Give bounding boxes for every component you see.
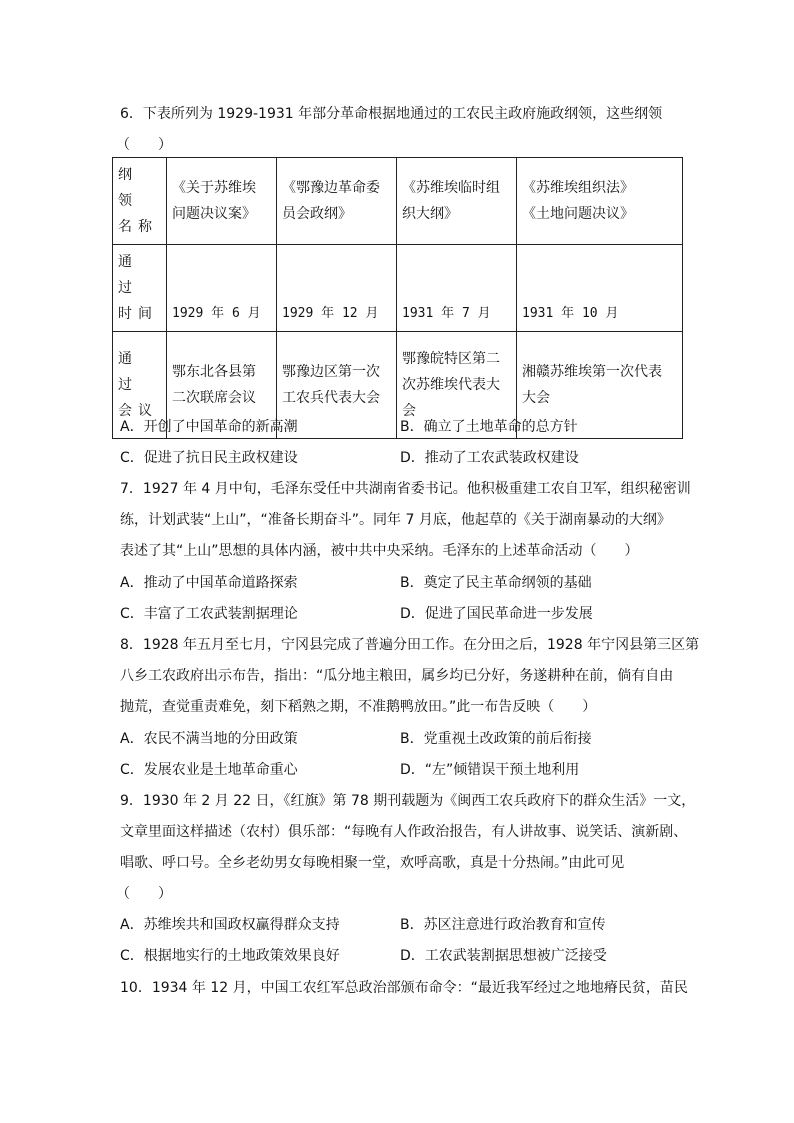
table-cell — [113, 158, 167, 245]
table-row-time — [113, 245, 683, 332]
q6-option-c[interactable]: C．促进了抗日民主政权建设 — [120, 450, 298, 466]
q9-stem-line-3: 唱歌、呼口号。全乡老幼男女每晚相聚一堂，欢呼高歌，真是十分热闹。”由此可见 — [120, 855, 625, 871]
q8-stem-line-3: 抛荒，查觉重责难免，刻下稻熟之期，不准鹅鸭放田。”此一布告反映（ ） — [120, 699, 597, 715]
table-cell — [397, 245, 517, 332]
q9-stem-line-2: 文章里面这样描述（农村）俱乐部：“每晚有人作政治报告，有人讲故事、说笑话、演新剧、 — [120, 824, 688, 840]
q7-stem-line-3: 表述了其“上山”思想的具体内涵，被中共中央采纳。毛泽东的上述革命活动（ ） — [120, 543, 639, 559]
q9-option-b[interactable]: B．苏区注意进行政治教育和宣传 — [400, 917, 606, 933]
table-row-names — [113, 158, 683, 245]
q7-stem-line-1: 7．1927 年 4 月中旬，毛泽东受任中共湖南省委书记。他积极重建工农自卫军，组织秘密训 — [120, 481, 691, 497]
table-cell — [397, 158, 517, 245]
cell-text: 《苏维埃临时组 织大纲》 — [402, 180, 500, 222]
cell-text: 1931 年 7 月 — [402, 306, 491, 321]
q8-option-c[interactable]: C．发展农业是土地革命重心 — [120, 762, 298, 778]
cell-text: 1929 年 6 月 — [172, 306, 261, 321]
cell-text: 纲 领 名称 — [118, 167, 158, 235]
q6-option-a[interactable]: A．开创了中国革命的新高潮 — [120, 419, 298, 435]
table-cell — [517, 158, 683, 245]
q6-answer-paren: （ ） — [116, 137, 172, 153]
cell-text: 通 过 时间 — [118, 254, 158, 322]
q7-stem-line-2: 练，计划武装“上山”，“准备长期奋斗”。同年 7 月底，他起草的《关于湖南暴动的大纲》 — [120, 512, 671, 528]
q9-option-c[interactable]: C．根据地实行的土地政策效果良好 — [120, 948, 340, 964]
q9-answer-paren: （ ） — [116, 886, 172, 902]
q8-option-a[interactable]: A．农民不满当地的分田政策 — [120, 731, 298, 747]
table-cell — [167, 158, 277, 245]
table-cell — [167, 245, 277, 332]
q6-option-d[interactable]: D．推动了工农武装政权建设 — [400, 450, 579, 466]
q8-stem-line-2: 八乡工农政府出示布告，指出：“瓜分地主粮田，属乡均已分好，务遂耕种在前，倘有自由 — [120, 668, 674, 684]
q7-option-a[interactable]: A．推动了中国革命道路探索 — [120, 575, 298, 591]
q8-option-d[interactable]: D．“左”倾错误干预土地利用 — [400, 762, 580, 778]
cell-text: 鄂东北各县第 二次联席会议 — [172, 364, 256, 406]
q9-option-d[interactable]: D．工农武装割据思想被广泛接受 — [400, 948, 607, 964]
cell-text: 《关于苏维埃 问题决议案》 — [172, 180, 256, 222]
q9-option-a[interactable]: A．苏维埃共和国政权赢得群众支持 — [120, 917, 340, 933]
q7-option-b[interactable]: B．奠定了民主革命纲领的基础 — [400, 575, 592, 591]
cell-text: 鄂豫边区第一次 工农兵代表大会 — [282, 364, 380, 406]
table-cell — [277, 245, 397, 332]
q6-option-b[interactable]: B．确立了土地革命的总方针 — [400, 419, 578, 435]
table-cell — [517, 245, 683, 332]
q8-stem-line-1: 8．1928 年五月至七月，宁冈县完成了普遍分田工作。在分田之后，1928 年宁冈县第三区第 — [120, 637, 700, 653]
cell-text: 1931 年 10 月 — [522, 306, 619, 321]
q6-stem: 6．下表所列为 1929-1931 年部分革命根据地通过的工农民主政府施政纲领，这些纲领 — [120, 106, 663, 122]
q9-stem-line-1: 9．1930 年 2 月 22 日，《红旗》第 78 期刊载题为《闽西工农兵政府下的群众生活》一文， — [120, 793, 696, 809]
cell-text: 通 过 会议 — [118, 351, 158, 419]
q8-option-b[interactable]: B．党重视土改政策的前后衔接 — [400, 731, 592, 747]
cell-text: 鄂豫皖特区第二 次苏维埃代表大 会 — [402, 351, 500, 419]
cell-text: 《苏维埃组织法》 《土地问题决议》 — [522, 180, 634, 222]
q10-stem-line-1: 10．1934 年 12 月，中国工农红军总政治部颁布命令：“最近我军经过之地地瘠民贫，苗民 — [120, 980, 688, 996]
q7-option-c[interactable]: C．丰富了工农武装割据理论 — [120, 606, 298, 622]
cell-text: 《鄂豫边革命委 员会政纲》 — [282, 180, 380, 222]
q7-option-d[interactable]: D．促进了国民革命进一步发展 — [400, 606, 593, 622]
cell-text: 1929 年 12 月 — [282, 306, 379, 321]
table-cell — [277, 158, 397, 245]
program-table — [112, 157, 683, 439]
table-cell — [113, 245, 167, 332]
cell-text: 湘赣苏维埃第一次代表 大会 — [522, 364, 662, 406]
